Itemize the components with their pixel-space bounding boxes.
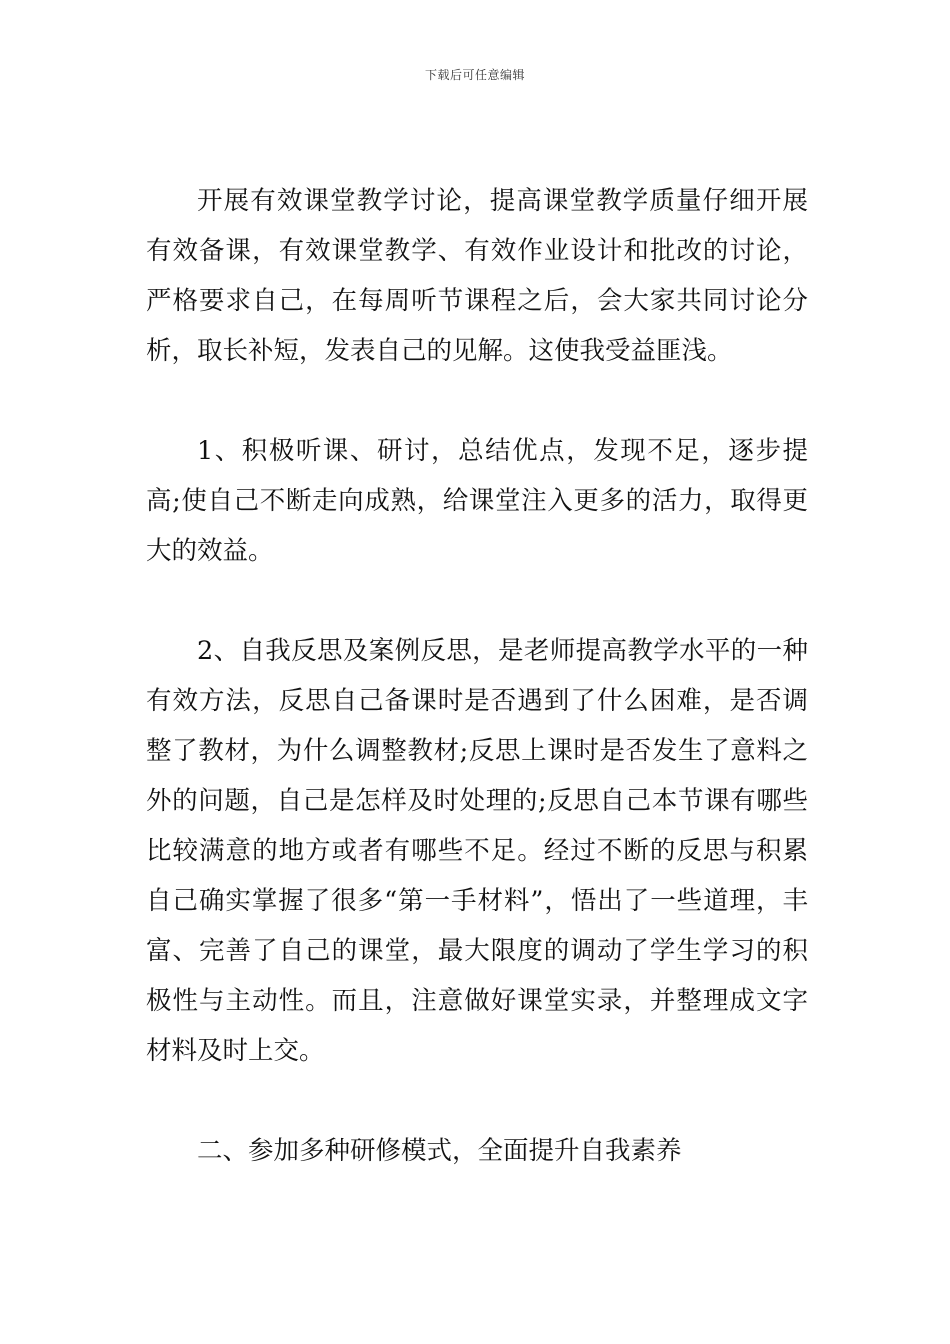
- document-body: [146, 176, 808, 1176]
- paragraph-effective-teaching: 开展有效课堂教学讨论，提高课堂教学质量仔细开展有效备课，有效课堂教学、有效作业设计和批改的讨论，严格要求自己，在每周听节课程之后，会大家共同讨论分析，取长补短，发表自己的见解。这使我受益匪浅。: [146, 186, 808, 366]
- page-header-note: 下载后可任意编辑: [424, 68, 525, 82]
- paragraph-item-1: 1、积极听课、研讨，总结优点，发现不足，逐步提高;使自己不断走向成熟，给课堂注入更多的活力，取得更大的效益。: [146, 436, 808, 566]
- section-heading-2: 二、参加多种研修模式，全面提升自我素养: [197, 1136, 682, 1166]
- paragraph-item-2: 2、自我反思及案例反思，是老师提高教学水平的一种有效方法，反思自己备课时是否遇到了什么困难，是否调整了教材，为什么调整教材;反思上课时是否发生了意料之外的问题，自己是怎样及时处理的;反思自己本节课有哪些比较满意的地方或者有哪些不足。经过不断的反思与积累自己确实掌握了很多“第一手材料”，悟出了一些道理，丰富、完善了自己的课堂，最大限度的调动了学生学习的积极性与主动性。而且，注意做好课堂实录，并整理成文字材料及时上交。: [146, 636, 808, 1066]
